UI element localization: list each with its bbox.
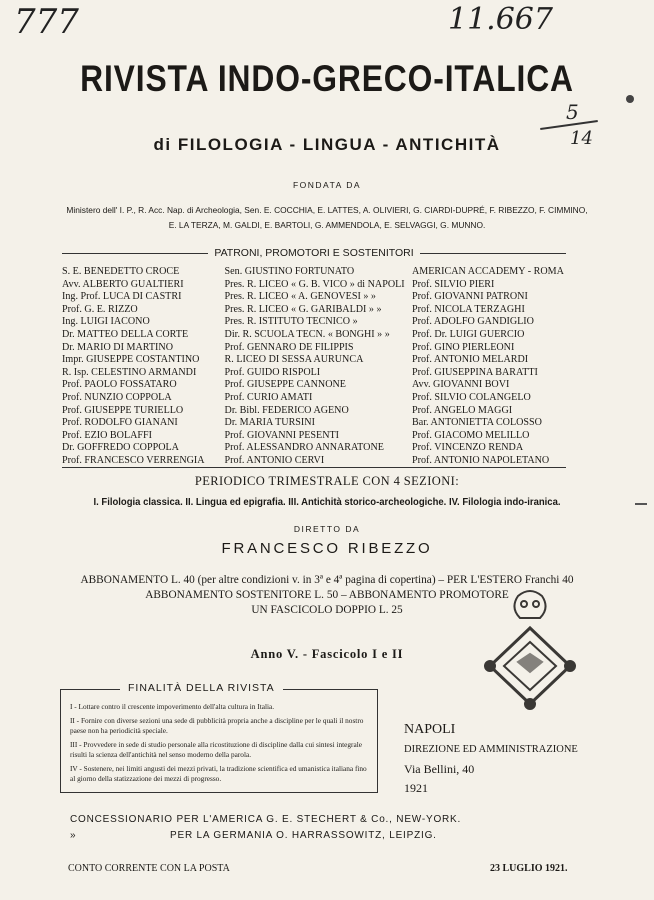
patron-entry: Prof. GIUSEPPINA BARATTI [412, 366, 538, 378]
concessionario-germania: PER LA GERMANIA O. HARRASSOWITZ, LEIPZIG. [170, 830, 437, 841]
patron-entry: Dr. GOFFREDO COPPOLA [62, 442, 179, 454]
patron-entry: Dir. R. SCUOLA TECN. « BONGHI » » [224, 328, 390, 340]
periodico-heading: PERIODICO TRIMESTRALE CON 4 SEZIONI: [194, 474, 460, 488]
patron-entry: Pres. R. LICEO « G. GARIBALDI » » [224, 303, 382, 315]
abbonamento-line-1: ABBONAMENTO L. 40 (per altre condizioni v. in 3ª e 4ª pagina di copertina) – PER L'ESTERO Franchi 40 [80, 574, 574, 586]
patron-entry: Prof. G. E. RIZZO [62, 303, 138, 315]
patroni-column-2 [225, 266, 410, 468]
patron-entry: AMERICAN ACCADEMY - ROMA [412, 266, 564, 277]
patroni-bottom-rule [62, 467, 566, 468]
heading-rule-right [420, 253, 566, 254]
patron-entry: Prof. GIOVANNI PESENTI [224, 429, 340, 441]
patron-entry: Bar. ANTONIETTA COLOSSO [412, 417, 542, 429]
patron-entry: Pres. R. ISTITUTO TECNICO » [224, 316, 358, 328]
patron-entry: Pres. R. LICEO « G. B. VICO » di NAPOLI [224, 278, 405, 290]
napoli-year: 1921 [404, 781, 428, 795]
journal-subtitle: di FILOLOGIA - LINGUA - ANTICHITÀ [153, 135, 501, 154]
patron-entry: Prof. NUNZIO COPPOLA [62, 391, 172, 403]
patron-entry: Prof. PAOLO FOSSATARO [62, 379, 177, 391]
patron-entry: Prof. GUIDO RISPOLI [224, 366, 321, 378]
anno-fascicolo: Anno V. - Fascicolo I e II [250, 647, 404, 661]
patron-entry: Prof. CURIO AMATI [224, 391, 313, 403]
patron-entry: Avv. GIOVANNI BOVI [412, 379, 510, 391]
patron-entry: Prof. ANTONIO NAPOLETANO [412, 454, 550, 466]
sezioni-list: I. Filologia classica. II. Lingua ed epigrafia. III. Antichità storico-archeologiche. IV. Filologia indo-iranica. [93, 497, 561, 508]
patron-entry: Dr. MARIA TURSINI [224, 417, 315, 429]
napoli-address: Via Bellini, 40 [404, 762, 475, 776]
patron-entry: Prof. Dr. LUIGI GUERCIO [412, 328, 525, 340]
handwritten-number-right: 11.667 [448, 2, 553, 37]
patron-entry: Prof. NICOLA TERZAGHI [412, 303, 525, 315]
founders-line-2: E. LA TERZA, M. GALDI, E. BARTOLI, G. AMMENDOLA, E. SELVAGGI, G. MUNNO. [168, 220, 486, 230]
finalita-item: I - Lottare contro il crescente impoverimento dell'alta cultura in Italia. [70, 702, 275, 711]
abbonamento-line-3: UN FASCICOLO DOPPIO L. 25 [251, 604, 403, 616]
patron-entry: Dr. Bibl. FEDERICO AGENO [224, 404, 349, 416]
journal-title: RIVISTA INDO-GRECO-ITALICA [80, 58, 574, 99]
founders-line-1: Ministero dell' I. P., R. Acc. Nap. di Archeologia, Sen. E. COCCHIA, E. LATTES, A. OLIVIERI, G. CIARDI-DUPRÉ, F. RIBEZZO, F. CIMMINO, [66, 205, 588, 215]
ink-spot [626, 95, 634, 103]
patron-entry: Prof. VINCENZO RENDA [412, 442, 524, 454]
handwritten-fraction-top: 5 [566, 100, 579, 124]
napoli-direzione: DIREZIONE ED AMMINISTRAZIONE [404, 744, 578, 755]
abbonamento-line-2: ABBONAMENTO SOSTENITORE L. 50 – ABBONAMENTO PROMOTORE [145, 589, 509, 601]
finalita-item: IV - Sostenere, nei limiti angusti dei mezzi privati, la tradizione scientifica ed umanistica italiana fino al giorno della statizzazione dei mezzi di progresso. [70, 764, 367, 783]
patroni-title: PATRONI, PROMOTORI E SOSTENITORI [214, 247, 414, 259]
patron-entry: Prof. GIOVANNI PATRONI [412, 291, 528, 303]
patron-entry: Prof. GIUSEPPE CANNONE [224, 379, 346, 391]
fondata-da-label: FONDATA DA [292, 180, 362, 190]
patron-entry: Sen. GIUSTINO FORTUNATO [224, 266, 355, 277]
patron-entry: Avv. ALBERTO GUALTIERI [62, 278, 184, 290]
heading-rule-left [62, 253, 208, 254]
handwritten-fraction-bottom: 14 [570, 128, 593, 149]
patron-entry: Ing. LUIGI IACONO [62, 316, 150, 328]
patron-entry: Prof. FRANCESCO VERRENGIA [62, 454, 205, 466]
conto-corrente: CONTO CORRENTE CON LA POSTA [68, 863, 230, 874]
patroni-heading [62, 247, 566, 259]
concessionario-america: CONCESSIONARIO PER L'AMERICA G. E. STECHERT & Co., NEW-YORK. [70, 814, 462, 825]
patron-entry: Prof. ADOLFO GANDIGLIO [412, 316, 534, 328]
patron-entry: Prof. ANTONIO CERVI [224, 454, 325, 466]
patron-entry: Prof. GINO PIERLEONI [412, 341, 515, 353]
publication-date: 23 LUGLIO 1921. [490, 863, 568, 874]
patron-entry: Prof. ALESSANDRO ANNARATONE [224, 442, 384, 454]
patron-entry: Impr. GIUSEPPE COSTANTINO [62, 354, 200, 366]
patron-entry: Prof. RODOLFO GIANANI [62, 417, 178, 429]
patron-entry: Prof. SILVIO COLANGELO [412, 391, 531, 403]
patron-entry: Ing. Prof. LUCA DI CASTRI [62, 291, 182, 303]
patron-entry: Pres. R. LICEO « A. GENOVESI » » [224, 291, 376, 303]
patroni-table [62, 266, 562, 468]
patron-entry: Prof. GIACOMO MELILLO [412, 429, 530, 441]
ink-mark [635, 503, 647, 505]
patroni-column-1 [62, 266, 217, 468]
patron-entry: Prof. ANTONIO MELARDI [412, 354, 529, 366]
patroni-column-3 [412, 266, 562, 468]
patron-entry: S. E. BENEDETTO CROCE [62, 266, 180, 277]
napoli-city: NAPOLI [404, 722, 456, 737]
finalita-item: II - Fornire con diverse sezioni una sede di pubblicità propria anche a discipline per le quali il nostro paese non ha periodicità speciale. [70, 716, 364, 735]
patron-entry: Prof. SILVIO PIERI [412, 278, 495, 290]
patron-entry: R. LICEO DI SESSA AURUNCA [224, 354, 364, 366]
concessionario-ditto-mark: » [70, 830, 77, 841]
director-name: FRANCESCO RIBEZZO [221, 540, 433, 557]
patron-entry: Prof. EZIO BOLAFFI [62, 429, 153, 441]
finalita-item: III - Provvedere in sede di studio personale alla ricostituzione di discipline dalla cui sintesi integrale risulti la scienza dell'antichità nel senso moderno della parola. [70, 740, 362, 759]
handwritten-number-left: 777 [14, 2, 79, 42]
patron-entry: Dr. MATTEO DELLA CORTE [62, 328, 189, 340]
finalita-title: FINALITÀ DELLA RIVISTA [120, 682, 283, 694]
patron-entry: Dr. MARIO DI MARTINO [62, 341, 173, 353]
diretto-da-label: DIRETTO DA [293, 524, 361, 534]
patron-entry: Prof. GIUSEPPE TURIELLO [62, 404, 184, 416]
patron-entry: Prof. ANGELO MAGGI [412, 404, 513, 416]
patron-entry: R. Isp. CELESTINO ARMANDI [62, 366, 197, 378]
patron-entry: Prof. GENNARO DE FILIPPIS [224, 341, 354, 353]
